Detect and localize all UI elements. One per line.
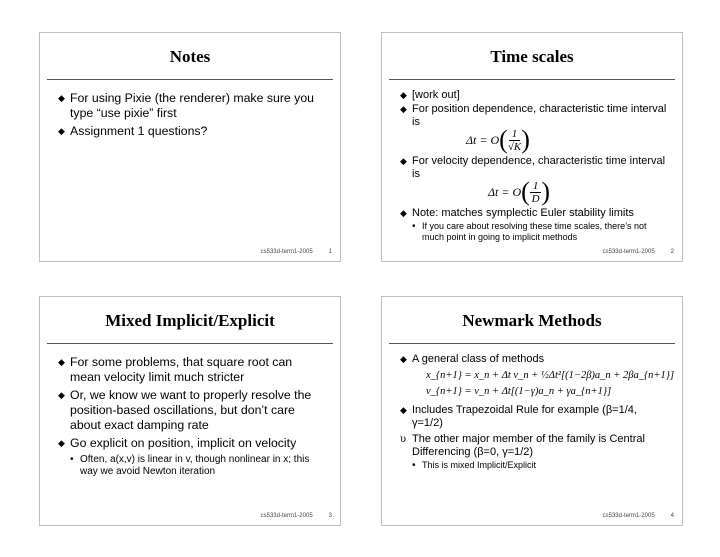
diamond-bullet-icon: ◆ — [400, 405, 407, 415]
page-number: 4 — [670, 513, 674, 519]
slide-2 — [381, 32, 683, 262]
slide-body — [58, 91, 326, 142]
slide-body — [400, 89, 668, 245]
slide-body — [58, 355, 326, 480]
bullet-item: ◆ For velocity dependence, characteristic time interval is — [400, 155, 666, 180]
diamond-bullet-icon: ◆ — [400, 90, 407, 100]
upsilon-bullet-icon: υ — [400, 434, 407, 445]
title-divider — [389, 79, 675, 80]
dot-bullet-icon: • — [412, 460, 416, 471]
equation-position: Δt = O ( $\frac{1}{√K}$ ) — [466, 125, 530, 154]
bullet-item: ◆ Go explicit on position, implicit on velocity — [58, 436, 297, 450]
bullet-item: υ The other major member of the family is Central Differencing (β=0, γ=1/2) — [400, 433, 645, 458]
diamond-bullet-icon: ◆ — [58, 438, 65, 448]
equation-velocity: Δt = O ( $\frac{1}{D}$ ) — [488, 177, 550, 206]
diamond-bullet-icon: ◆ — [58, 390, 65, 400]
diamond-bullet-icon: ◆ — [400, 156, 407, 166]
diamond-bullet-icon: ◆ — [400, 354, 407, 364]
slide-title: Mixed Implicit/Explicit — [105, 311, 275, 330]
slide-title: Time scales — [490, 47, 574, 66]
sub-bullet-item: • If you care about resolving these time scales, there’s not much point in going to implicit methods — [412, 221, 647, 242]
slide-body — [400, 353, 675, 473]
slide-3 — [39, 296, 341, 526]
slide-4 — [381, 296, 683, 526]
bullet-item: ◆ Includes Trapezoidal Rule for example (β=1/4, γ=1/2) — [400, 404, 637, 429]
title-divider — [47, 79, 333, 80]
dot-bullet-icon: • — [412, 221, 416, 232]
title-divider — [389, 343, 675, 344]
page-number: 1 — [328, 249, 332, 255]
dot-bullet-icon: • — [70, 454, 74, 465]
diamond-bullet-icon: ◆ — [58, 126, 65, 136]
diamond-bullet-icon: ◆ — [400, 104, 407, 114]
equation-v-update: v_{n+1} = v_n + Δt[(1−γ)a_n + γa_{n+1}] — [426, 386, 612, 397]
slide-footer: cs533d-term1-2005 2 — [602, 249, 674, 255]
page-number: 2 — [670, 249, 674, 255]
equation-x-update: x_{n+1} = x_n + Δt v_n + ½Δt²[(1−2β)a_n + 2βa_{n+1}] — [426, 370, 675, 381]
page-number: 3 — [328, 513, 332, 519]
bullet-item: ◆ Assignment 1 questions? — [58, 124, 208, 138]
bullet-item: ◆ A general class of methods — [400, 353, 545, 365]
slide-footer: cs533d-term1-2005 4 — [602, 513, 674, 519]
slide-title: Notes — [169, 47, 211, 66]
bullet-item: ◆ Or, we know we want to properly resolve the position-based oscillations, but don’t care about exact damping rate — [58, 388, 312, 432]
bullet-item: ◆ For some problems, that square root can mean velocity limit much stricter — [58, 355, 293, 384]
title-divider — [47, 343, 333, 344]
slide-title: Newmark Methods — [462, 311, 602, 330]
diamond-bullet-icon: ◆ — [400, 208, 407, 218]
diamond-bullet-icon: ◆ — [58, 357, 65, 367]
bullet-item: ◆ For using Pixie (the renderer) make sure you type “use pixie” first — [58, 91, 314, 120]
slide-1 — [39, 32, 341, 262]
sub-bullet-item: • Often, a(x,v) is linear in v, though nonlinear in x; this way we avoid Newton iteration — [70, 454, 310, 477]
diamond-bullet-icon: ◆ — [58, 93, 65, 103]
bullet-item: ◆ [work out] — [400, 89, 460, 101]
slide-footer: cs533d-term1-2005 1 — [260, 249, 332, 255]
slide-footer: cs533d-term1-2005 3 — [260, 513, 332, 519]
sub-bullet-item: • This is mixed Implicit/Explicit — [412, 460, 537, 471]
bullet-item: ◆ For position dependence, characteristic time interval is — [400, 103, 667, 128]
bullet-item: ◆ Note: matches symplectic Euler stability limits — [400, 207, 634, 219]
